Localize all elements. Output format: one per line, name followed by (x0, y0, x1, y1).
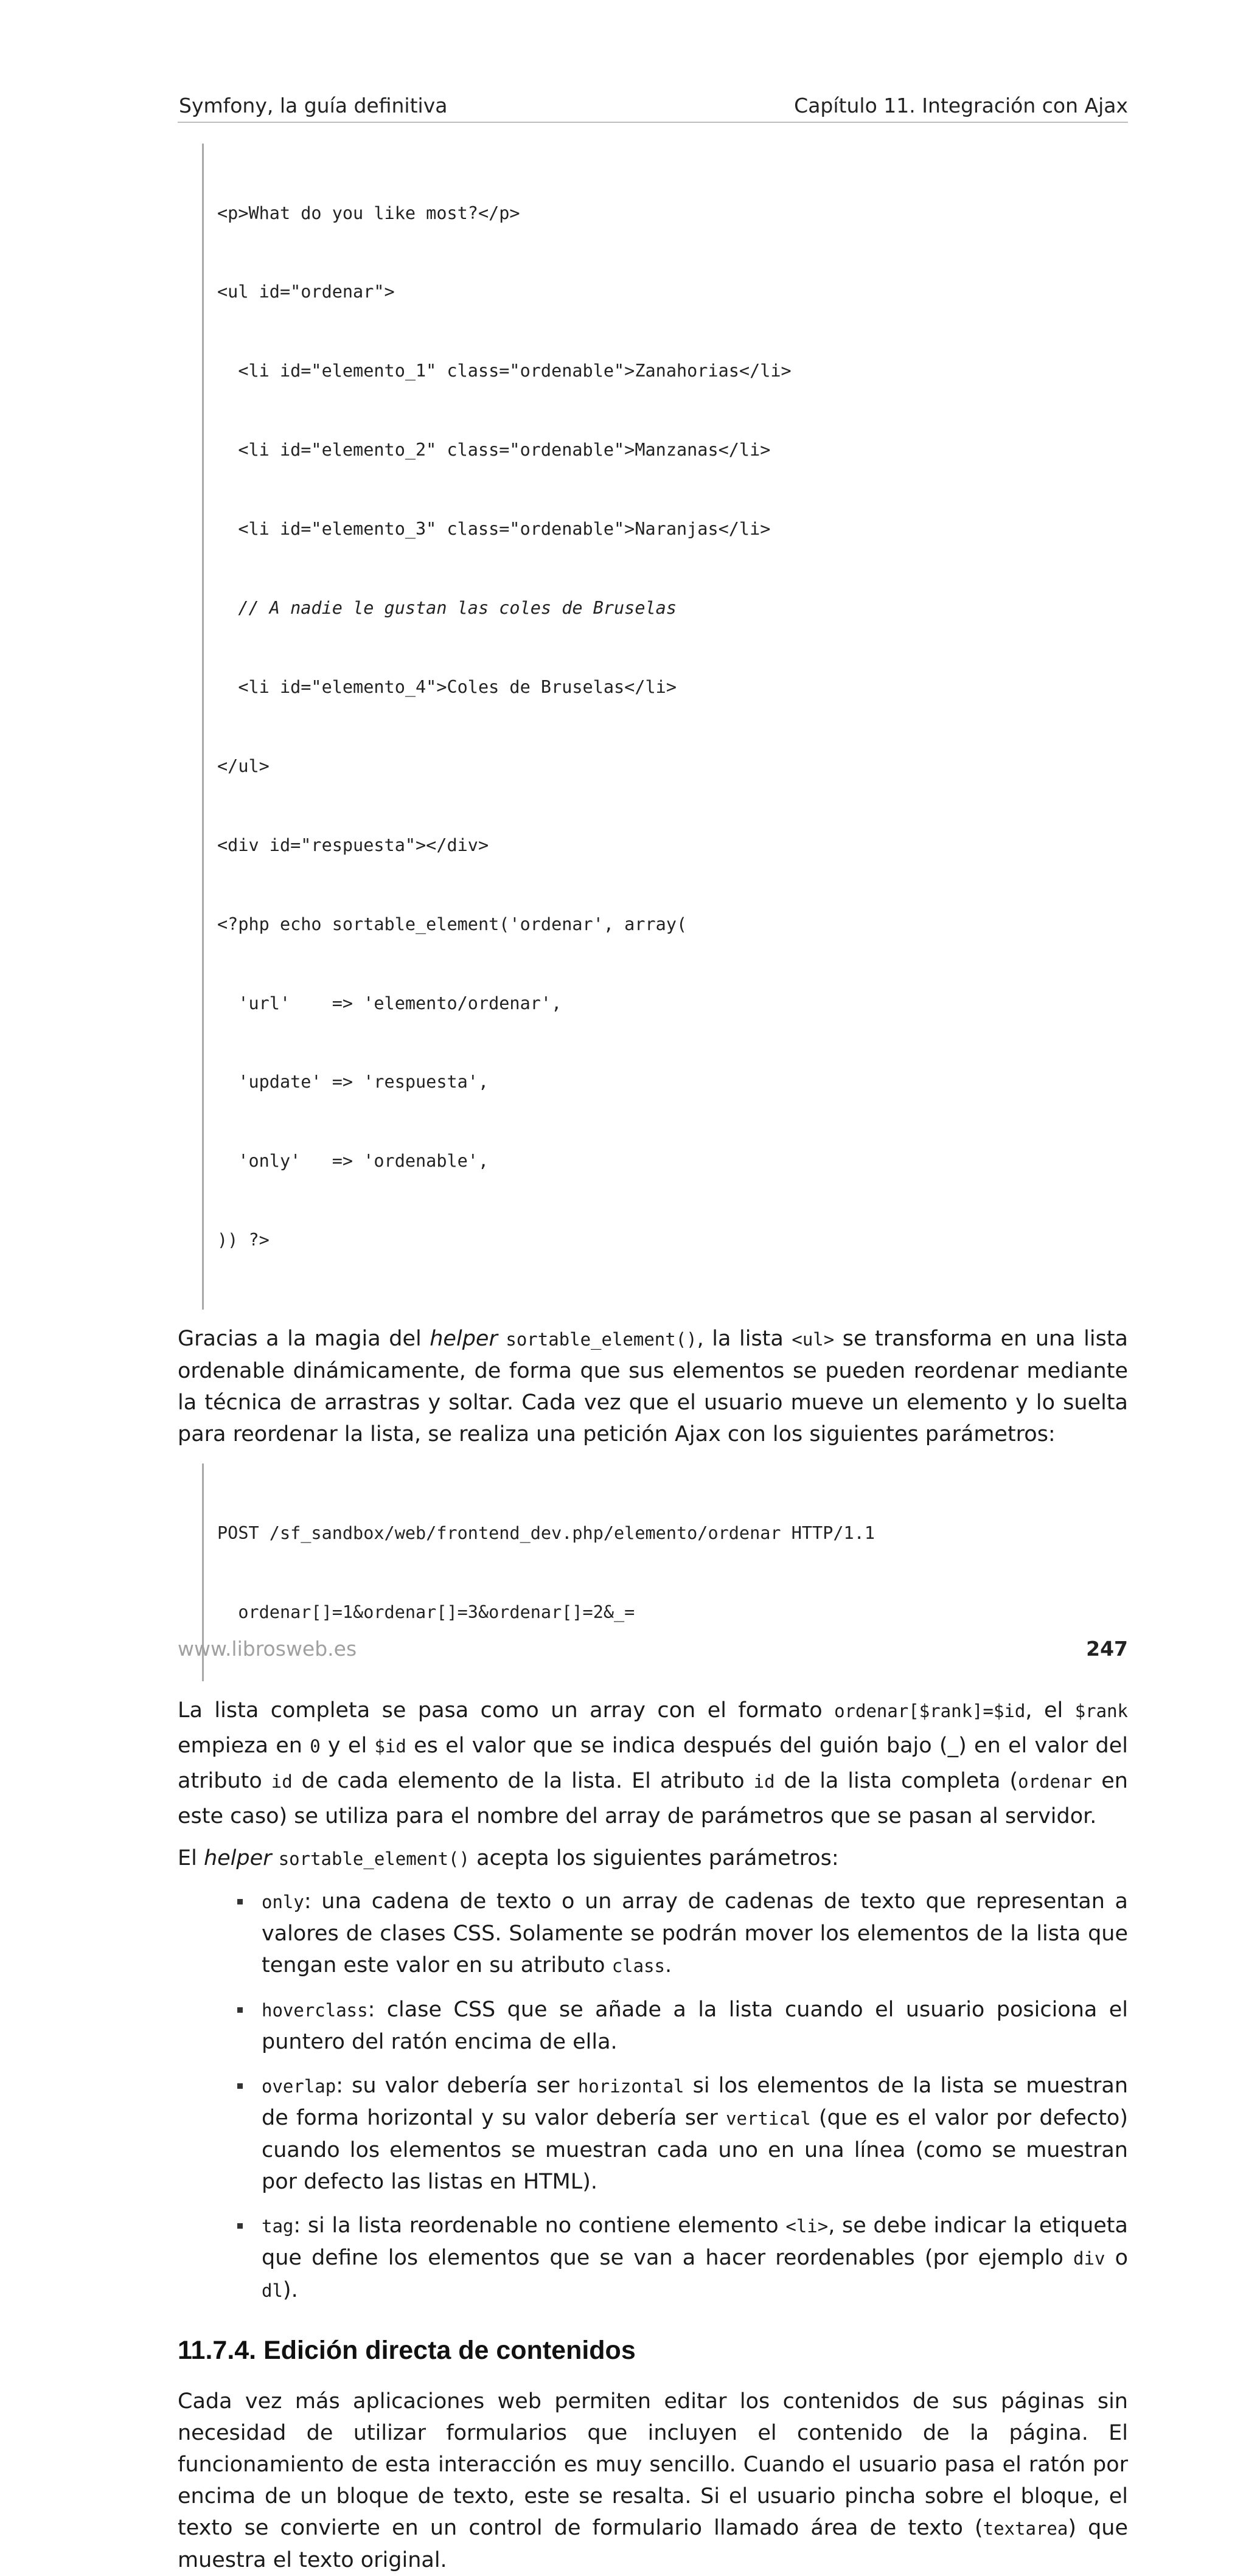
parameter-list (178, 1886, 1128, 2307)
inline-code: sortable_element() (506, 1329, 697, 1350)
param-name: tag (262, 2216, 294, 2237)
inline-code: sortable_element() (278, 1849, 470, 1870)
code-line: 'url' => 'elemento/ordenar', (217, 993, 562, 1013)
inline-code: <ul> (792, 1329, 835, 1350)
text-run: en este caso) se utiliza para el nombre del array de parámetros que se pasan al servidor. (178, 1769, 1128, 1829)
bullet-icon (237, 1899, 243, 1904)
text-run (272, 1846, 279, 1870)
inline-code: $id (374, 1736, 406, 1757)
inline-code: <li> (785, 2216, 829, 2237)
code-block-sortable-example (202, 144, 1128, 1310)
inline-code: vertical (726, 2108, 811, 2130)
text-run: de cada elemento de la lista. El atributo (292, 1769, 754, 1794)
inline-code: id (271, 1771, 293, 1793)
list-item-param-hoverclass (178, 1994, 1128, 2058)
text-run: La lista completa se pasa como un array con el formato (178, 1698, 835, 1723)
text-run: : una cadena de texto o un array de cadenas de texto que representan a valores de clases CSS. Solamente se podrán mover los elementos de la lista que tengan este valor en su atributo (262, 1889, 1128, 1978)
code-line: POST /sf_sandbox/web/frontend_dev.php/elemento/ordenar HTTP/1.1 (217, 1522, 875, 1543)
param-name: overlap (262, 2076, 336, 2097)
text-run: y el (320, 1734, 375, 1758)
code-line: <ul id="ordenar"> (217, 282, 395, 302)
bullet-icon (237, 2083, 243, 2089)
param-name: hoverclass (262, 2000, 368, 2021)
text-run: Gracias a la magia del (178, 1327, 430, 1352)
text-run: . (665, 1953, 672, 1978)
text-run: (que es el valor por defecto) cuando los elementos se muestran cada uno en una línea (como se muestran por defecto las listas en HTML). (262, 2106, 1128, 2195)
paragraph-inline-editing (178, 2386, 1128, 2576)
text-run: : su valor debería ser (336, 2074, 578, 2099)
bullet-icon (237, 2223, 243, 2229)
text-run: de la lista completa ( (774, 1769, 1018, 1794)
code-line: <li id="elemento_2" class="ordenable">Manzanas</li> (217, 440, 771, 460)
text-run (498, 1327, 506, 1351)
text-run: es el valor que se indica después del guión bajo (_) en el valor del atributo (178, 1734, 1128, 1794)
code-line: 'update' => 'respuesta', (217, 1072, 489, 1092)
inline-code: horizontal (577, 2076, 684, 2097)
inline-code: ordenar (1018, 1771, 1093, 1793)
book-title: Symfony, la guía definitiva (179, 94, 448, 117)
page-content (178, 144, 1128, 2576)
paragraph-sortable-magic (178, 1323, 1128, 1450)
emphasis-text: helper (203, 1846, 272, 1871)
code-line: </ul> (217, 755, 270, 776)
text-run: o (1105, 2246, 1128, 2271)
inline-code: class (611, 1956, 666, 1977)
code-line: )) ?> (217, 1230, 270, 1251)
code-line: 'only' => 'ordenable', (217, 1151, 489, 1172)
text-run: Cada vez más aplicaciones web permiten editar los contenidos de sus páginas sin necesidad de utilizar formularios que incluyen el contenido de la página. El funcionamiento de esta interacción es muy sencillo. Cuando el usuario pasa el ratón por encima de un bloque de texto, este se resalta. Si el usuario pincha sobre el bloque, el texto se convierte en un control de formulario llamado área de texto ( (178, 2389, 1128, 2541)
paragraph-helper-params-intro (178, 1842, 1128, 1875)
code-line: <?php echo sortable_element('ordenar', array( (217, 914, 687, 934)
document-page (178, 0, 1129, 2573)
page-number: 247 (1086, 1637, 1128, 1661)
list-item-param-overlap (178, 2070, 1128, 2198)
text-run: El (178, 1846, 204, 1871)
page-footer (178, 1634, 1128, 1664)
code-comment-line: // A nadie le gustan las coles de Bruselas (217, 598, 677, 619)
inline-code: 0 (310, 1736, 321, 1757)
chapter-title: Capítulo 11. Integración con Ajax (794, 94, 1128, 117)
inline-code: textarea (983, 2518, 1068, 2540)
text-run: , el (1025, 1698, 1075, 1723)
inline-code: ordenar[$rank]=$id (834, 1701, 1026, 1722)
code-line: <li id="elemento_4">Coles de Bruselas</li> (217, 676, 677, 697)
text-run: : clase CSS que se añade a la lista cuando el usuario posiciona el puntero del ratón encima de ella. (262, 1998, 1128, 2055)
text-run: : si la lista reordenable no contiene elemento (293, 2213, 786, 2238)
section-heading: 11.7.4. Edición directa de contenidos (178, 2336, 636, 2366)
code-line: ordenar[]=1&ordenar[]=3&ordenar[]=2&_= (217, 1602, 635, 1622)
code-line: <div id="respuesta"></div> (217, 835, 489, 855)
site-url[interactable]: www.librosweb.es (178, 1637, 357, 1661)
code-line: <li id="elemento_3" class="ordenable">Naranjas</li> (217, 519, 771, 540)
emphasis-text: helper (430, 1327, 498, 1352)
text-run: , se debe indicar la etiqueta que define los elementos que se van a hacer reordenables (por ejemplo (262, 2213, 1128, 2271)
list-item-param-only (178, 1886, 1128, 1982)
code-line: <li id="elemento_1" class="ordenable">Zanahorias</li> (217, 361, 792, 381)
text-run: empieza en (178, 1734, 310, 1758)
text-run: , la lista (697, 1327, 792, 1352)
text-run: si los elementos de la lista se muestran de forma horizontal y su valor debería ser (262, 2074, 1129, 2131)
text-run: ). (282, 2278, 298, 2303)
bullet-icon (237, 2007, 243, 2013)
inline-code: id (753, 1771, 775, 1793)
running-header (178, 90, 1128, 123)
param-name: only (262, 1892, 304, 1913)
inline-code: $rank (1074, 1701, 1128, 1722)
paragraph-array-format (178, 1693, 1128, 1834)
inline-code: dl (262, 2280, 283, 2302)
text-run: se transforma en una lista ordenable dinámicamente, de forma que sus elementos se pueden reordenar mediante la técnica de arrastras y soltar. Cada vez que el usuario mueve un elemento y lo suelta para reordenar la lista, se realiza una petición Ajax con los siguientes parámetros: (178, 1327, 1129, 1447)
list-item-param-tag (178, 2210, 1128, 2307)
inline-code: div (1073, 2248, 1105, 2269)
text-run: acepta los siguientes parámetros: (469, 1846, 839, 1871)
text-run: ) que muestra el texto original. (178, 2516, 1129, 2573)
code-line: <p>What do you like most?</p> (217, 203, 520, 223)
